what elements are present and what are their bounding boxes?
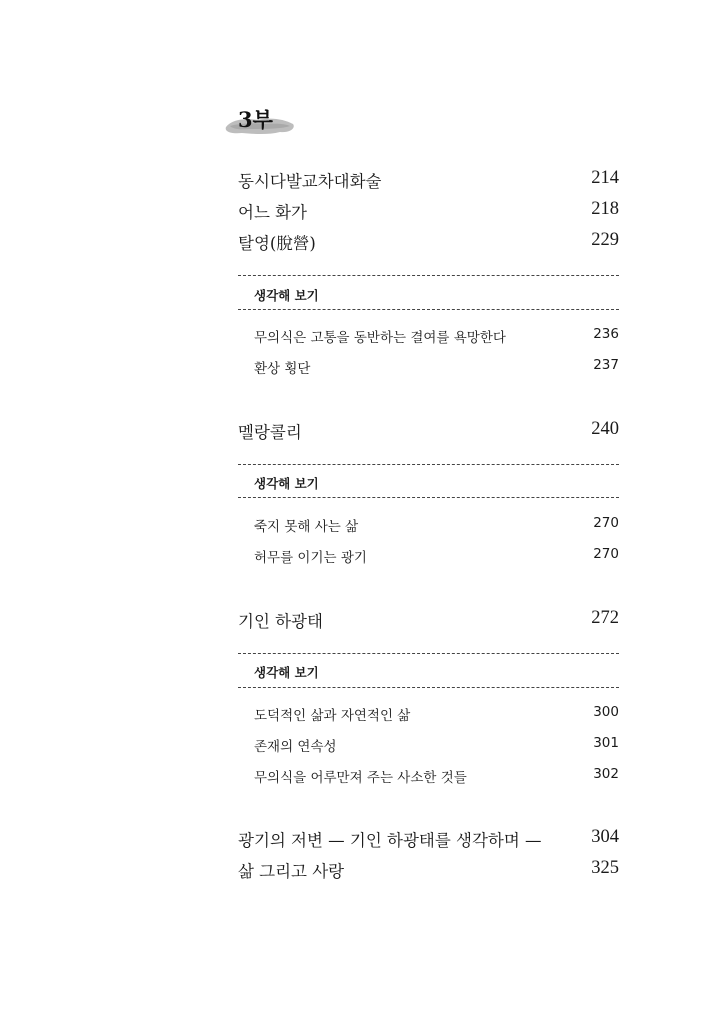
dashed-divider — [238, 309, 619, 310]
toc-subentry-title: 허무를 이기는 광기 — [254, 550, 367, 566]
toc-subentry-page: 236 — [593, 326, 619, 342]
toc-subentry-page: 300 — [593, 704, 619, 720]
toc-subentry-title: 환상 횡단 — [254, 361, 311, 377]
toc-entry-title: 동시다발교차대화술 — [238, 172, 382, 191]
toc-entry-title: 탈영(脫營) — [238, 234, 316, 253]
toc-entry-page: 304 — [591, 827, 619, 847]
toc-subentry[interactable] — [254, 326, 619, 352]
toc-entry[interactable] — [238, 230, 619, 256]
toc-subentry[interactable] — [254, 766, 619, 792]
toc-entry[interactable] — [238, 827, 619, 853]
toc-subentry-title: 죽지 못해 사는 삶 — [254, 519, 359, 535]
part-heading — [224, 100, 296, 144]
toc-subentry-page: 270 — [593, 546, 619, 562]
think-box-label: 생각해 보기 — [254, 476, 319, 491]
part-title: 3부 — [238, 107, 273, 132]
toc-subentry-page: 270 — [593, 515, 619, 531]
toc-entry[interactable] — [238, 858, 619, 884]
toc-entry-title: 어느 화가 — [238, 203, 308, 222]
toc-subentry-page: 237 — [593, 357, 619, 373]
toc-entry-title: 멜랑콜리 — [238, 423, 302, 442]
toc-subentry-title: 무의식은 고통을 동반하는 결여를 욕망한다 — [254, 330, 506, 346]
dashed-divider — [238, 464, 619, 465]
toc-subentry-page: 301 — [593, 735, 619, 751]
toc-entry-page: 325 — [591, 858, 619, 878]
toc-entry-page: 272 — [591, 608, 619, 628]
toc-subentry-title: 도덕적인 삶과 자연적인 삶 — [254, 708, 411, 724]
toc-entry-title: 기인 하광태 — [238, 612, 323, 631]
toc-entry-title: 삶 그리고 사랑 — [238, 862, 345, 881]
toc-entry[interactable] — [238, 199, 619, 225]
toc-entry[interactable] — [238, 419, 619, 445]
toc-subentry-title: 무의식을 어루만져 주는 사소한 것들 — [254, 770, 467, 786]
think-box-label: 생각해 보기 — [254, 288, 319, 303]
toc-entry[interactable] — [238, 608, 619, 634]
toc-entry-page: 218 — [591, 199, 619, 219]
toc-subentry[interactable] — [254, 704, 619, 730]
toc-entry-page: 229 — [591, 230, 619, 250]
toc-entry-page: 214 — [591, 168, 619, 188]
toc-subentry[interactable] — [254, 735, 619, 761]
toc-subentry[interactable] — [254, 515, 619, 541]
toc-subentry-title: 존재의 연속성 — [254, 739, 337, 755]
toc-entry-title: 광기의 저변 — 기인 하광태를 생각하며 — — [238, 831, 542, 850]
toc-subentry-page: 302 — [593, 766, 619, 782]
toc-subentry[interactable] — [254, 357, 619, 383]
toc-subentry[interactable] — [254, 546, 619, 572]
dashed-divider — [238, 275, 619, 276]
dashed-divider — [238, 497, 619, 498]
dashed-divider — [238, 687, 619, 688]
dashed-divider — [238, 653, 619, 654]
toc-entry[interactable] — [238, 168, 619, 194]
toc-entry-page: 240 — [591, 419, 619, 439]
think-box-label: 생각해 보기 — [254, 665, 319, 680]
